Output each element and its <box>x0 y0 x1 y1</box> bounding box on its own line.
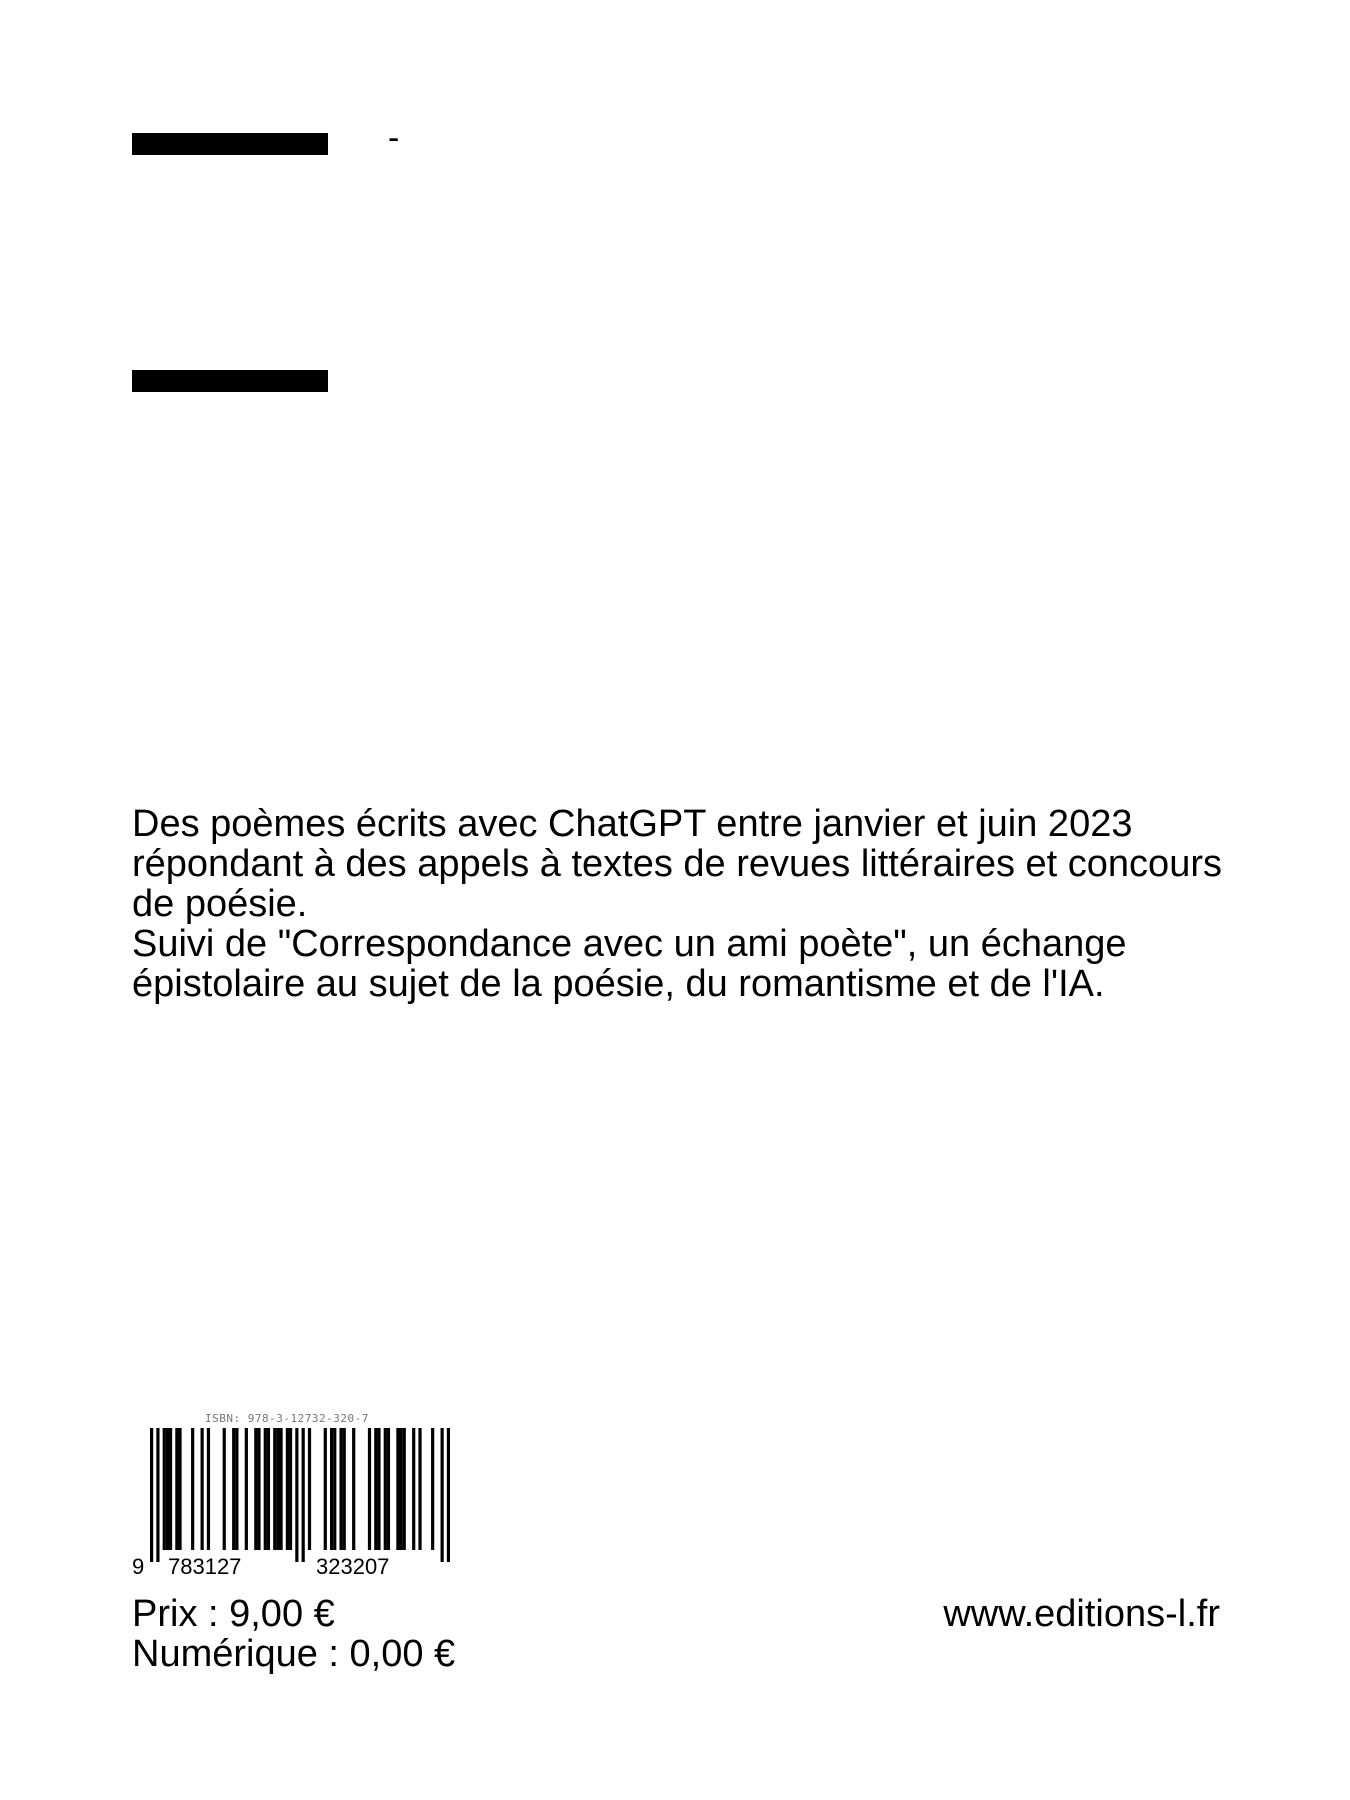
back-cover-blurb <box>132 804 1232 1004</box>
barcode-bar <box>412 1428 415 1550</box>
barcode-bar <box>254 1428 257 1550</box>
barcode-bar <box>387 1428 390 1550</box>
header-dash: - <box>388 119 400 157</box>
barcode-bar <box>333 1428 336 1550</box>
barcode-bar <box>163 1428 166 1550</box>
barcode-first-digit: 9 <box>132 1554 145 1579</box>
barcode-bar <box>232 1428 235 1550</box>
barcode-bar <box>418 1428 421 1550</box>
redaction-bar-title <box>132 370 328 392</box>
publisher-website-link[interactable]: www.editions-l.fr <box>943 1593 1220 1635</box>
barcode-bar <box>324 1428 327 1550</box>
barcode-bar <box>178 1428 181 1550</box>
barcode-bar <box>399 1428 402 1550</box>
barcode-bar <box>343 1428 346 1550</box>
price-label: Prix : 9,00 € <box>132 1593 335 1635</box>
barcode-left-digits: 783127 <box>168 1554 242 1579</box>
barcode-bar <box>339 1428 342 1550</box>
barcode-bar <box>289 1428 292 1550</box>
barcode-bar <box>191 1428 194 1550</box>
barcode-bar <box>273 1428 276 1550</box>
barcode-bar <box>264 1428 267 1550</box>
blurb-paragraph-1: Des poèmes écrits avec ChatGPT entre janvier et juin 2023 répondant à des appels à textes de revues littéraires et concours de poésie. <box>132 803 1222 925</box>
barcode-bar <box>352 1428 355 1550</box>
barcode-bar <box>207 1428 210 1550</box>
barcode-guard-bar <box>302 1428 305 1562</box>
barcode-bar <box>431 1428 434 1550</box>
blurb-paragraph-2: Suivi de "Correspondance avec un ami poète", un échange épistolaire au sujet de la poésie, du romantisme et de l'IA. <box>132 923 1127 1005</box>
barcode-bar <box>166 1428 169 1550</box>
barcode-bar <box>286 1428 289 1550</box>
barcode-bar <box>169 1428 172 1550</box>
barcode-bar <box>201 1428 204 1550</box>
barcode-guard-bar <box>447 1428 450 1562</box>
barcode-bar <box>403 1428 406 1550</box>
barcode-bar <box>175 1428 178 1550</box>
barcode-bar <box>235 1428 238 1550</box>
barcode-bar <box>245 1428 248 1550</box>
barcode-right-digits: 323207 <box>316 1554 390 1579</box>
redaction-bar-author <box>132 133 328 155</box>
barcode-bar <box>384 1428 387 1550</box>
barcode-bar <box>377 1428 380 1550</box>
barcode-bar <box>267 1428 270 1550</box>
barcode-bar <box>396 1428 399 1550</box>
barcode-guard-bar <box>156 1428 159 1562</box>
barcode-bar <box>330 1428 333 1550</box>
barcode-guard-bar <box>150 1428 153 1562</box>
isbn-label: ISBN: 978-3-12732-320-7 <box>205 1412 369 1425</box>
barcode-bar <box>308 1428 311 1550</box>
barcode-bar <box>374 1428 377 1550</box>
barcode-guard-bar <box>295 1428 298 1562</box>
barcode-bar <box>276 1428 279 1550</box>
barcode-bar <box>257 1428 260 1550</box>
barcode-bar <box>279 1428 282 1550</box>
barcode-bar <box>368 1428 371 1550</box>
digital-price-label: Numérique : 0,00 € <box>132 1633 456 1675</box>
barcode-bar <box>223 1428 226 1550</box>
barcode-guard-bar <box>441 1428 444 1562</box>
isbn-barcode <box>150 1428 450 1562</box>
